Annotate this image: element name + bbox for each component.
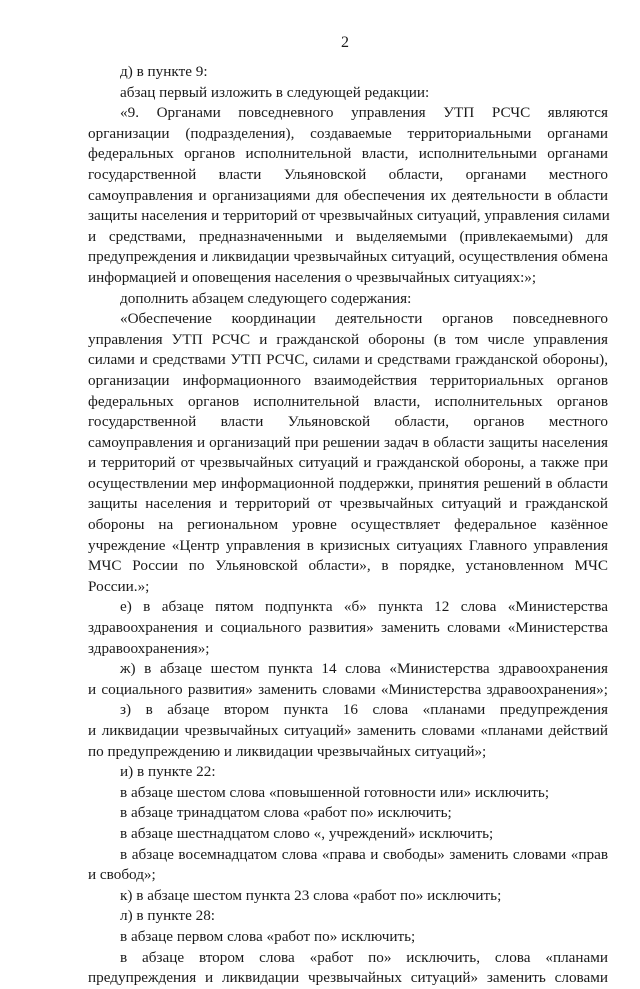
text-line: федеральных органов исполнительной власти, исполнительных органов — [88, 392, 608, 410]
text-line: здравоохранения»; — [88, 639, 210, 657]
text-line: учреждение «Центр управления в кризисных ситуациях Главного управления — [88, 536, 608, 554]
text-line: к) в абзаце шестом пункта 23 слова «работ по» исключить; — [120, 886, 502, 904]
text-line: и свобод»; — [88, 866, 156, 884]
text-line: организации информационного взаимодействия территориальных органов — [88, 371, 608, 389]
text-line: в абзаце втором слова «работ по» исключить, слова «планами — [120, 948, 608, 966]
text-line: «9. Органами повседневного управления УТП РСЧС являются — [120, 104, 608, 122]
text-line: абзац первый изложить в следующей редакции: — [120, 83, 430, 101]
text-line: и ликвидации чрезвычайных ситуаций» заменить словами «планами действий — [88, 722, 608, 739]
text-line: организации (подразделения), создаваемые территориальными органами — [88, 124, 608, 142]
text-line: МЧС России по Ульяновской области», в порядке, установленном МЧС — [88, 557, 608, 575]
text-line: защиты населения и территорий от чрезвычайных ситуаций и гражданской — [88, 495, 608, 513]
text-line: самоуправления и организациями для обеспечения их деятельности в области — [88, 186, 608, 204]
text-line: в абзаце первом слова «работ по» исключить; — [120, 927, 416, 945]
text-line: предупреждения и ликвидации чрезвычайных ситуаций, осуществления обмена — [88, 248, 608, 266]
text-line: осуществлении мер информационной поддержки, принятия решений в области — [88, 474, 608, 492]
text-line: в абзаце тринадцатом слова «работ по» исключить; — [120, 804, 452, 822]
text-line: управления УТП РСЧС и гражданской обороны (в том числе управления — [88, 330, 608, 348]
text-line: предупреждения и ликвидации чрезвычайных ситуаций» заменить словами — [88, 969, 608, 987]
text-line: здравоохранения и социального развития» заменить словами «Министерства — [88, 619, 608, 637]
text-line: в абзаце шестнадцатом слово «, учреждений» исключить; — [120, 824, 494, 842]
text-line: самоуправления и организаций при решении задач в области защиты населения — [88, 433, 608, 451]
text-line: и средствами, предназначенными и выделяемыми (привлекаемыми) для — [88, 227, 608, 245]
document-body — [88, 62, 608, 989]
text-line: и социального развития» заменить словами «Министерства здравоохранения»; — [88, 680, 608, 698]
text-line: и) в пункте 22: — [120, 763, 216, 781]
text-line: государственной власти Ульяновской области, органов местного — [88, 413, 608, 431]
text-line: по предупреждению и ликвидации чрезвычайных ситуаций»; — [88, 742, 487, 760]
text-line: дополнить абзацем следующего содержания: — [120, 289, 412, 307]
text-line: информацией и оповещения населения о чрезвычайных ситуациях:»; — [88, 268, 537, 286]
text-line: з) в абзаце втором пункта 16 слова «планами предупреждения — [120, 701, 608, 719]
text-line: и территорий от чрезвычайных ситуаций и гражданской обороны, а также при — [88, 454, 608, 472]
text-line: ж) в абзаце шестом пункта 14 слова «Министерства здравоохранения — [120, 660, 608, 678]
text-line: в абзаце восемнадцатом слова «права и свободы» заменить словами «прав — [120, 845, 608, 863]
text-line: силами и средствами УТП РСЧС, силами и средствами гражданской обороны), — [88, 351, 608, 369]
text-line: федеральных органов исполнительной власти, исполнительными органами — [88, 145, 608, 163]
text-line: обороны на региональном уровне осуществляет федеральное казённое — [88, 516, 608, 534]
text-line: д) в пункте 9: — [120, 63, 208, 80]
page-number: 2 — [341, 34, 349, 51]
text-line: России.»; — [88, 577, 150, 595]
text-line: в абзаце шестом слова «повышенной готовности или» исключить; — [120, 783, 550, 801]
text-line: л) в пункте 28: — [120, 907, 216, 925]
text-line: государственной власти Ульяновской области, органами местного — [88, 165, 608, 183]
text-line: «Обеспечение координации деятельности органов повседневного — [120, 310, 608, 328]
text-line: е) в абзаце пятом подпункта «б» пункта 12 слова «Министерства — [120, 598, 608, 616]
text-line: защиты населения и территорий от чрезвычайных ситуаций, управления силами — [88, 207, 610, 225]
